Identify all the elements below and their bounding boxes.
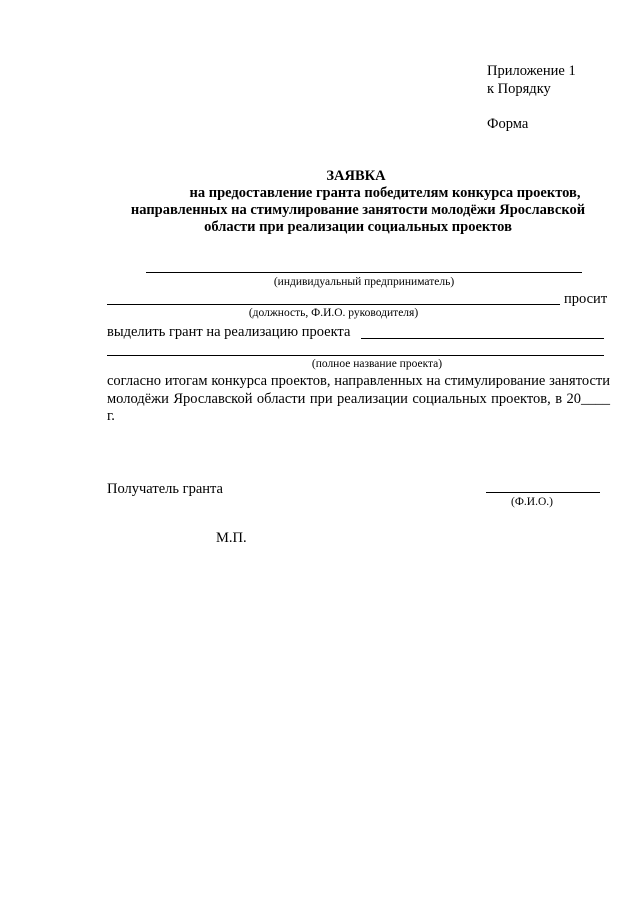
grant-text: выделить грант на реализацию проекта xyxy=(107,324,351,340)
requests-word: просит xyxy=(564,291,608,307)
project-caption: (полное название проекта) xyxy=(311,358,443,370)
title-line-3: области при реализации социальных проектов xyxy=(204,219,512,235)
recipient-label: Получатель гранта xyxy=(107,481,223,497)
title-line-2: направленных на стимулирование занятости молодёжи Ярославской xyxy=(130,202,586,218)
appendix-reference: к Порядку xyxy=(487,81,551,97)
form-label: Форма xyxy=(487,116,529,132)
fio-caption: (Ф.И.О.) xyxy=(511,496,553,508)
entrepreneur-line xyxy=(146,272,582,273)
signature-line xyxy=(486,492,600,493)
document-title: ЗАЯВКА xyxy=(326,168,386,184)
head-name-line xyxy=(107,304,560,305)
title-line-1: на предоставление гранта победителям конкурса проектов, xyxy=(189,185,581,201)
project-line-2 xyxy=(107,355,604,356)
stamp-label: М.П. xyxy=(216,530,247,546)
appendix-label: Приложение 1 xyxy=(487,63,576,79)
entrepreneur-caption: (индивидуальный предприниматель) xyxy=(273,276,455,288)
head-caption: (должность, Ф.И.О. руководителя) xyxy=(248,307,419,319)
project-line-1 xyxy=(361,338,604,339)
body-paragraph: согласно итогам конкурса проектов, направленных на стимулирование занятости молодёжи Ярославской области при реализации социальных проектов, в 20____ г. xyxy=(107,373,610,424)
